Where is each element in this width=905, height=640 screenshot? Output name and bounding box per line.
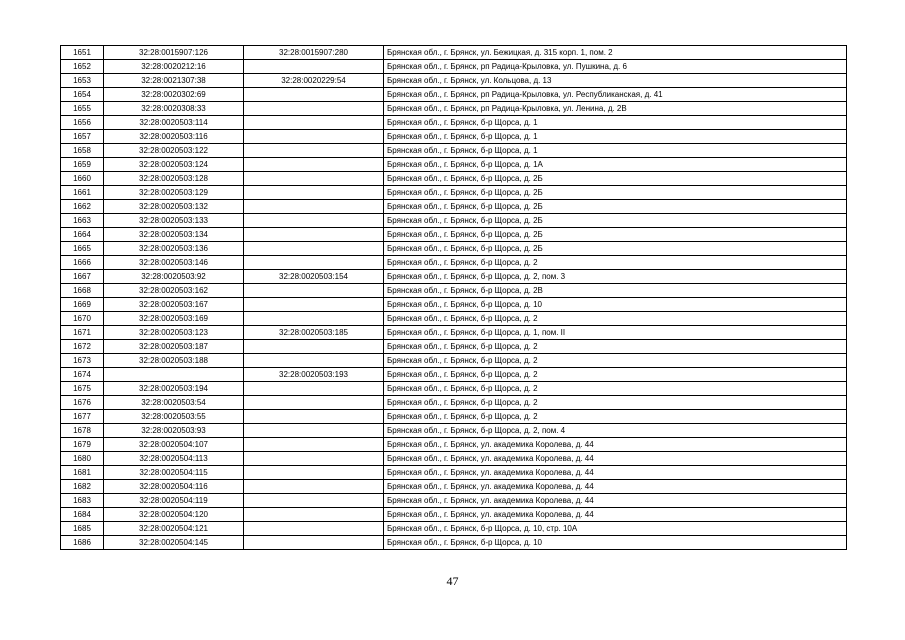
table-row [61, 340, 847, 354]
address-cell: Брянская обл., г. Брянск, б-р Щорса, д. 1 [384, 130, 847, 144]
related-cadastral-number-cell [244, 284, 384, 298]
table-row [61, 242, 847, 256]
cadastral-number-cell: 32:28:0020503:188 [104, 354, 244, 368]
address-cell: Брянская обл., г. Брянск, ул. академика Королева, д. 44 [384, 480, 847, 494]
related-cadastral-number-cell [244, 200, 384, 214]
related-cadastral-number-cell [244, 396, 384, 410]
related-cadastral-number-cell [244, 354, 384, 368]
cadastral-number-cell: 32:28:0020503:116 [104, 130, 244, 144]
row-number-cell: 1664 [61, 228, 104, 242]
related-cadastral-number-cell [244, 536, 384, 550]
cadastral-number-cell: 32:28:0020308:33 [104, 102, 244, 116]
address-cell: Брянская обл., г. Брянск, ул. Бежицкая, д. 315 корп. 1, пом. 2 [384, 46, 847, 60]
table-row [61, 88, 847, 102]
cadastral-number-cell: 32:28:0020504:145 [104, 536, 244, 550]
related-cadastral-number-cell [244, 214, 384, 228]
table-row [61, 200, 847, 214]
table-row [61, 46, 847, 60]
row-number-cell: 1681 [61, 466, 104, 480]
table-row [61, 466, 847, 480]
related-cadastral-number-cell [244, 228, 384, 242]
table-row [61, 368, 847, 382]
related-cadastral-number-cell [244, 382, 384, 396]
address-cell: Брянская обл., г. Брянск, б-р Щорса, д. 2Б [384, 200, 847, 214]
related-cadastral-number-cell: 32:28:0020503:193 [244, 368, 384, 382]
table-row [61, 256, 847, 270]
table-row [61, 326, 847, 340]
cadastral-number-cell: 32:28:0020302:69 [104, 88, 244, 102]
row-number-cell: 1676 [61, 396, 104, 410]
address-cell: Брянская обл., г. Брянск, б-р Щорса, д. 2 [384, 410, 847, 424]
cadastral-number-cell: 32:28:0020503:92 [104, 270, 244, 284]
table-row [61, 536, 847, 550]
row-number-cell: 1660 [61, 172, 104, 186]
cadastral-number-cell: 32:28:0020503:133 [104, 214, 244, 228]
table-row [61, 354, 847, 368]
cadastral-number-cell: 32:28:0020504:115 [104, 466, 244, 480]
related-cadastral-number-cell [244, 88, 384, 102]
address-cell: Брянская обл., г. Брянск, б-р Щорса, д. 10, стр. 10А [384, 522, 847, 536]
address-cell: Брянская обл., г. Брянск, б-р Щорса, д. 2 [384, 382, 847, 396]
related-cadastral-number-cell [244, 438, 384, 452]
address-cell: Брянская обл., г. Брянск, б-р Щорса, д. 2, пом. 4 [384, 424, 847, 438]
address-cell: Брянская обл., г. Брянск, рп Радица-Крыловка, ул. Пушкина, д. 6 [384, 60, 847, 74]
row-number-cell: 1665 [61, 242, 104, 256]
cadastral-number-cell: 32:28:0020503:167 [104, 298, 244, 312]
table-row [61, 172, 847, 186]
related-cadastral-number-cell [244, 158, 384, 172]
related-cadastral-number-cell [244, 494, 384, 508]
cadastral-number-cell: 32:28:0020503:123 [104, 326, 244, 340]
table-row [61, 228, 847, 242]
address-cell: Брянская обл., г. Брянск, б-р Щорса, д. 2В [384, 284, 847, 298]
cadastral-number-cell: 32:28:0020504:113 [104, 452, 244, 466]
address-cell: Брянская обл., г. Брянск, рп Радица-Крыловка, ул. Республиканская, д. 41 [384, 88, 847, 102]
table-row [61, 494, 847, 508]
address-cell: Брянская обл., г. Брянск, ул. Кольцова, д. 13 [384, 74, 847, 88]
cadastral-number-cell: 32:28:0020503:187 [104, 340, 244, 354]
table-row [61, 130, 847, 144]
table-row [61, 312, 847, 326]
cadastral-number-cell: 32:28:0015907:126 [104, 46, 244, 60]
row-number-cell: 1655 [61, 102, 104, 116]
row-number-cell: 1667 [61, 270, 104, 284]
table-row [61, 214, 847, 228]
table-row [61, 186, 847, 200]
related-cadastral-number-cell [244, 340, 384, 354]
cadastral-number-cell: 32:28:0020504:107 [104, 438, 244, 452]
address-cell: Брянская обл., г. Брянск, б-р Щорса, д. 2 [384, 340, 847, 354]
address-cell: Брянская обл., г. Брянск, б-р Щорса, д. 2 [384, 396, 847, 410]
address-cell: Брянская обл., г. Брянск, б-р Щорса, д. 1 [384, 116, 847, 130]
related-cadastral-number-cell [244, 424, 384, 438]
row-number-cell: 1666 [61, 256, 104, 270]
address-cell: Брянская обл., г. Брянск, рп Радица-Крыловка, ул. Ленина, д. 2В [384, 102, 847, 116]
row-number-cell: 1673 [61, 354, 104, 368]
related-cadastral-number-cell: 32:28:0020503:185 [244, 326, 384, 340]
cadastral-number-cell: 32:28:0020503:194 [104, 382, 244, 396]
address-cell: Брянская обл., г. Брянск, б-р Щорса, д. 2 [384, 312, 847, 326]
address-cell: Брянская обл., г. Брянск, б-р Щорса, д. 10 [384, 298, 847, 312]
row-number-cell: 1658 [61, 144, 104, 158]
related-cadastral-number-cell [244, 102, 384, 116]
cadastral-number-cell: 32:28:0020503:146 [104, 256, 244, 270]
row-number-cell: 1684 [61, 508, 104, 522]
table-row [61, 382, 847, 396]
row-number-cell: 1675 [61, 382, 104, 396]
row-number-cell: 1674 [61, 368, 104, 382]
address-cell: Брянская обл., г. Брянск, ул. академика Королева, д. 44 [384, 494, 847, 508]
cadastral-number-cell: 32:28:0020503:54 [104, 396, 244, 410]
cadastral-number-cell: 32:28:0020503:93 [104, 424, 244, 438]
related-cadastral-number-cell [244, 256, 384, 270]
table-row [61, 116, 847, 130]
table-row [61, 522, 847, 536]
row-number-cell: 1670 [61, 312, 104, 326]
cadastral-number-cell: 32:28:0020503:129 [104, 186, 244, 200]
row-number-cell: 1656 [61, 116, 104, 130]
row-number-cell: 1671 [61, 326, 104, 340]
row-number-cell: 1657 [61, 130, 104, 144]
related-cadastral-number-cell [244, 522, 384, 536]
related-cadastral-number-cell [244, 130, 384, 144]
cadastral-number-cell: 32:28:0020503:136 [104, 242, 244, 256]
cadastral-number-cell: 32:28:0020503:132 [104, 200, 244, 214]
page-number: 47 [446, 574, 459, 588]
related-cadastral-number-cell [244, 172, 384, 186]
table-row [61, 480, 847, 494]
related-cadastral-number-cell [244, 466, 384, 480]
cadastral-number-cell: 32:28:0020504:121 [104, 522, 244, 536]
cadastral-number-cell: 32:28:0020504:116 [104, 480, 244, 494]
cadastral-number-cell: 32:28:0021307:38 [104, 74, 244, 88]
registry-table [60, 45, 847, 550]
address-cell: Брянская обл., г. Брянск, ул. академика Королева, д. 44 [384, 466, 847, 480]
cadastral-number-cell: 32:28:0020503:114 [104, 116, 244, 130]
related-cadastral-number-cell [244, 312, 384, 326]
table-row [61, 270, 847, 284]
table-row [61, 144, 847, 158]
related-cadastral-number-cell: 32:28:0015907:280 [244, 46, 384, 60]
address-cell: Брянская обл., г. Брянск, б-р Щорса, д. 2Б [384, 172, 847, 186]
related-cadastral-number-cell [244, 508, 384, 522]
row-number-cell: 1662 [61, 200, 104, 214]
related-cadastral-number-cell [244, 298, 384, 312]
cadastral-number-cell: 32:28:0020504:120 [104, 508, 244, 522]
table-row [61, 284, 847, 298]
row-number-cell: 1652 [61, 60, 104, 74]
related-cadastral-number-cell [244, 410, 384, 424]
address-cell: Брянская обл., г. Брянск, б-р Щорса, д. 2 [384, 354, 847, 368]
cadastral-number-cell: 32:28:0020503:162 [104, 284, 244, 298]
address-cell: Брянская обл., г. Брянск, б-р Щорса, д. 2Б [384, 228, 847, 242]
row-number-cell: 1672 [61, 340, 104, 354]
address-cell: Брянская обл., г. Брянск, б-р Щорса, д. 2, пом. 3 [384, 270, 847, 284]
related-cadastral-number-cell [244, 60, 384, 74]
row-number-cell: 1653 [61, 74, 104, 88]
row-number-cell: 1677 [61, 410, 104, 424]
row-number-cell: 1678 [61, 424, 104, 438]
table-row [61, 298, 847, 312]
address-cell: Брянская обл., г. Брянск, б-р Щорса, д. 2Б [384, 186, 847, 200]
cadastral-number-cell: 32:28:0020212:16 [104, 60, 244, 74]
row-number-cell: 1685 [61, 522, 104, 536]
related-cadastral-number-cell [244, 116, 384, 130]
row-number-cell: 1661 [61, 186, 104, 200]
cadastral-number-cell: 32:28:0020504:119 [104, 494, 244, 508]
address-cell: Брянская обл., г. Брянск, б-р Щорса, д. 2 [384, 368, 847, 382]
row-number-cell: 1680 [61, 452, 104, 466]
related-cadastral-number-cell: 32:28:0020229:54 [244, 74, 384, 88]
related-cadastral-number-cell: 32:28:0020503:154 [244, 270, 384, 284]
address-cell: Брянская обл., г. Брянск, б-р Щорса, д. 1А [384, 158, 847, 172]
row-number-cell: 1668 [61, 284, 104, 298]
table-row [61, 508, 847, 522]
row-number-cell: 1663 [61, 214, 104, 228]
related-cadastral-number-cell [244, 242, 384, 256]
table-row [61, 158, 847, 172]
related-cadastral-number-cell [244, 480, 384, 494]
address-cell: Брянская обл., г. Брянск, б-р Щорса, д. 2 [384, 256, 847, 270]
cadastral-number-cell: 32:28:0020503:128 [104, 172, 244, 186]
cadastral-number-cell: 32:28:0020503:169 [104, 312, 244, 326]
row-number-cell: 1651 [61, 46, 104, 60]
address-cell: Брянская обл., г. Брянск, ул. академика Королева, д. 44 [384, 438, 847, 452]
cadastral-number-cell: 32:28:0020503:55 [104, 410, 244, 424]
table-row [61, 396, 847, 410]
cadastral-number-cell [104, 368, 244, 382]
address-cell: Брянская обл., г. Брянск, ул. академика Королева, д. 44 [384, 452, 847, 466]
cadastral-number-cell: 32:28:0020503:122 [104, 144, 244, 158]
row-number-cell: 1669 [61, 298, 104, 312]
table-row [61, 452, 847, 466]
related-cadastral-number-cell [244, 452, 384, 466]
registry-table-body [61, 46, 847, 550]
cadastral-number-cell: 32:28:0020503:134 [104, 228, 244, 242]
cadastral-number-cell: 32:28:0020503:124 [104, 158, 244, 172]
table-row [61, 410, 847, 424]
table-row [61, 74, 847, 88]
address-cell: Брянская обл., г. Брянск, б-р Щорса, д. 1, пом. II [384, 326, 847, 340]
table-row [61, 102, 847, 116]
address-cell: Брянская обл., г. Брянск, б-р Щорса, д. 2Б [384, 242, 847, 256]
table-row [61, 60, 847, 74]
row-number-cell: 1686 [61, 536, 104, 550]
row-number-cell: 1659 [61, 158, 104, 172]
address-cell: Брянская обл., г. Брянск, ул. академика Королева, д. 44 [384, 508, 847, 522]
address-cell: Брянская обл., г. Брянск, б-р Щорса, д. 1 [384, 144, 847, 158]
row-number-cell: 1682 [61, 480, 104, 494]
table-row [61, 424, 847, 438]
related-cadastral-number-cell [244, 186, 384, 200]
row-number-cell: 1683 [61, 494, 104, 508]
address-cell: Брянская обл., г. Брянск, б-р Щорса, д. 2Б [384, 214, 847, 228]
row-number-cell: 1654 [61, 88, 104, 102]
related-cadastral-number-cell [244, 144, 384, 158]
table-row [61, 438, 847, 452]
address-cell: Брянская обл., г. Брянск, б-р Щорса, д. 10 [384, 536, 847, 550]
row-number-cell: 1679 [61, 438, 104, 452]
